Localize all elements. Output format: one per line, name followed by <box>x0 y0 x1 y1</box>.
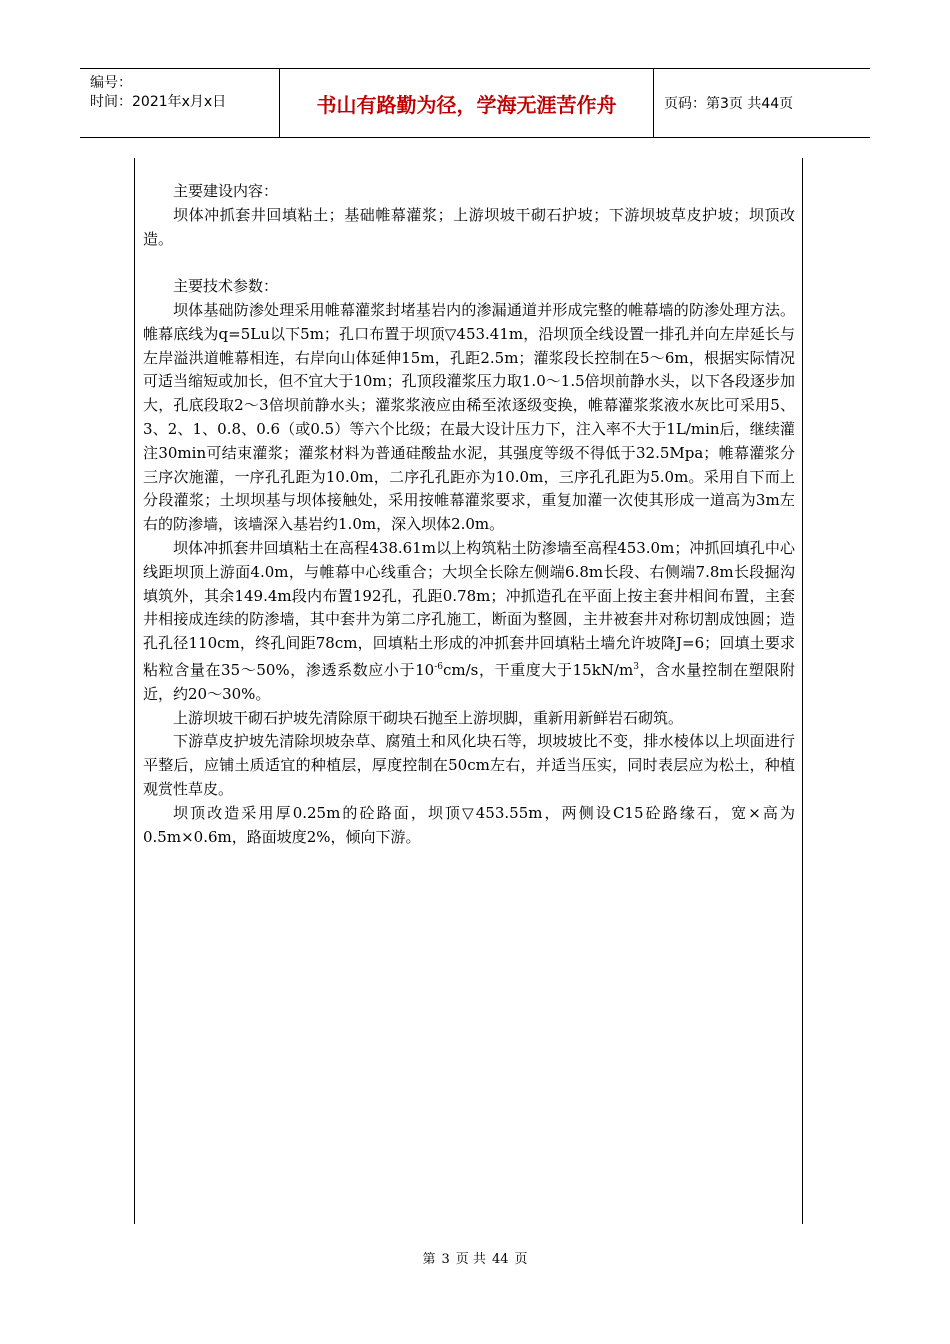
clay-text-part1: 坝体冲抓套井回填粘土在高程438.61m以上构筑粘土防渗墙至高程453.0m；冲抓回填孔中心线距坝顶上游面4.0m，与帷幕中心线重合；大坝全长除左侧端6.8m长段、右侧端7.8m长段掘沟填筑外，其余149.4m段内布置192孔，孔距0.78m；冲抓造孔在平面上按主套井相间布置，主套井相接成连续的防渗墙，其中套井为第二序孔施工，断面为整圆，主井被套井对称切割成蚀圆；造孔孔径110cm，终孔间距78cm，回填粘土形成的冲抓套井回填粘土墙允许坡降J=6；回填土要求粘粒含量在35～50%，渗透系数应小于10 <box>143 538 795 679</box>
paragraph-construction-content: 坝体冲抓套井回填粘土；基础帷幕灌浆；上游坝坡干砌石护坡；下游坝坡草皮护坡；坝顶改造。 <box>143 205 795 248</box>
clay-text-part2: cm/s，干重度大于15kN/m <box>443 660 634 679</box>
footer-page-number: 3 <box>441 1252 450 1267</box>
paragraph-curtain-grouting: 坝体基础防渗处理采用帷幕灌浆封堵基岩内的渗漏通道并形成完整的帷幕墙的防渗处理方法。帷幕底线为q=5Lu以下5m；孔口布置于坝顶▽453.41m，沿坝顶全线设置一排孔并向左岸延长与左岸溢洪道帷幕相连，右岸向山体延伸15m，孔距2.5m；灌浆段长控制在5～6m，根据实际情况可适当缩短或加长，但不宜大于10m；孔顶段灌浆压力取1.0～1.5倍坝前静水头，以下各段逐步加大，孔底段取2～3倍坝前静水头；灌浆浆液应由稀至浓逐级变换，帷幕灌浆浆液水灰比可采用5、3、2、1、0.8、0.6（或0.5）等六个比级；在最大设计压力下，注入率不大于1L/min后，继续灌注30min可结束灌浆；灌浆材料为普通硅酸盐水泥，其强度等级不得低于32.5Mpa；帷幕灌浆分三序次施灌，一序孔孔距为10.0m，二序孔孔距亦为10.0m，三序孔孔距为5.0m。采用自下而上分段灌浆；土坝坝基与坝体接触处，采用按帷幕灌浆要求，重复加灌一次使其形成一道高为3m左右的防渗墙，该墙深入基岩约1.0m，深入坝体2.0m。 <box>143 300 795 534</box>
header-motto: 书山有路勤为径，学海无涯苦作舟 <box>280 69 654 137</box>
header-page-info: 页码：第3页 共44页 <box>664 96 794 112</box>
left-border-line <box>134 158 135 1224</box>
footer-suffix: 页 <box>514 1252 528 1267</box>
footer-total-pages: 44 <box>491 1252 509 1267</box>
paragraph-clay-backfill <box>143 537 795 707</box>
document-body <box>143 180 795 849</box>
section-title-construction: 主要建设内容： <box>173 182 279 200</box>
footer-prefix: 第 <box>422 1252 436 1267</box>
section-title-technical: 主要技术参数： <box>173 277 279 296</box>
footer-mid: 页 共 <box>455 1252 486 1267</box>
paragraph-downstream-slope: 下游草皮护坡先清除坝坡杂草、腐殖土和风化块石等，坝坡坡比不变，排水棱体以上坝面进行平整后，应铺土质适宜的种植层，厚度控制在50cm左右，并适当压实，同时表层应为松土，种植观赏性草皮。 <box>143 732 795 798</box>
unit-superscript: 3 <box>633 661 639 672</box>
paragraph-crest-improvement: 坝顶改造采用厚0.25m的砼路面，坝顶▽453.55m，两侧设C15砼路缘石，宽×高为0.5m×0.6m，路面坡度2%，倾向下游。 <box>143 803 795 846</box>
page-header <box>80 68 870 138</box>
clay-text-part3: ，含水量控制在塑限附近，约20～30%。 <box>143 660 795 703</box>
right-border-line <box>802 158 803 1224</box>
document-date: 时间：2021年x月x日 <box>90 94 227 110</box>
header-meta <box>80 69 280 137</box>
page-footer <box>0 1248 950 1267</box>
paragraph-upstream-slope: 上游坝坡干砌石护坡先清除原干砌块石抛至上游坝脚，重新用新鲜岩石砌筑。 <box>173 708 684 727</box>
paragraph-gap <box>143 251 795 275</box>
exponent-superscript: -6 <box>434 661 443 672</box>
document-number-label: 编号： <box>90 75 132 91</box>
